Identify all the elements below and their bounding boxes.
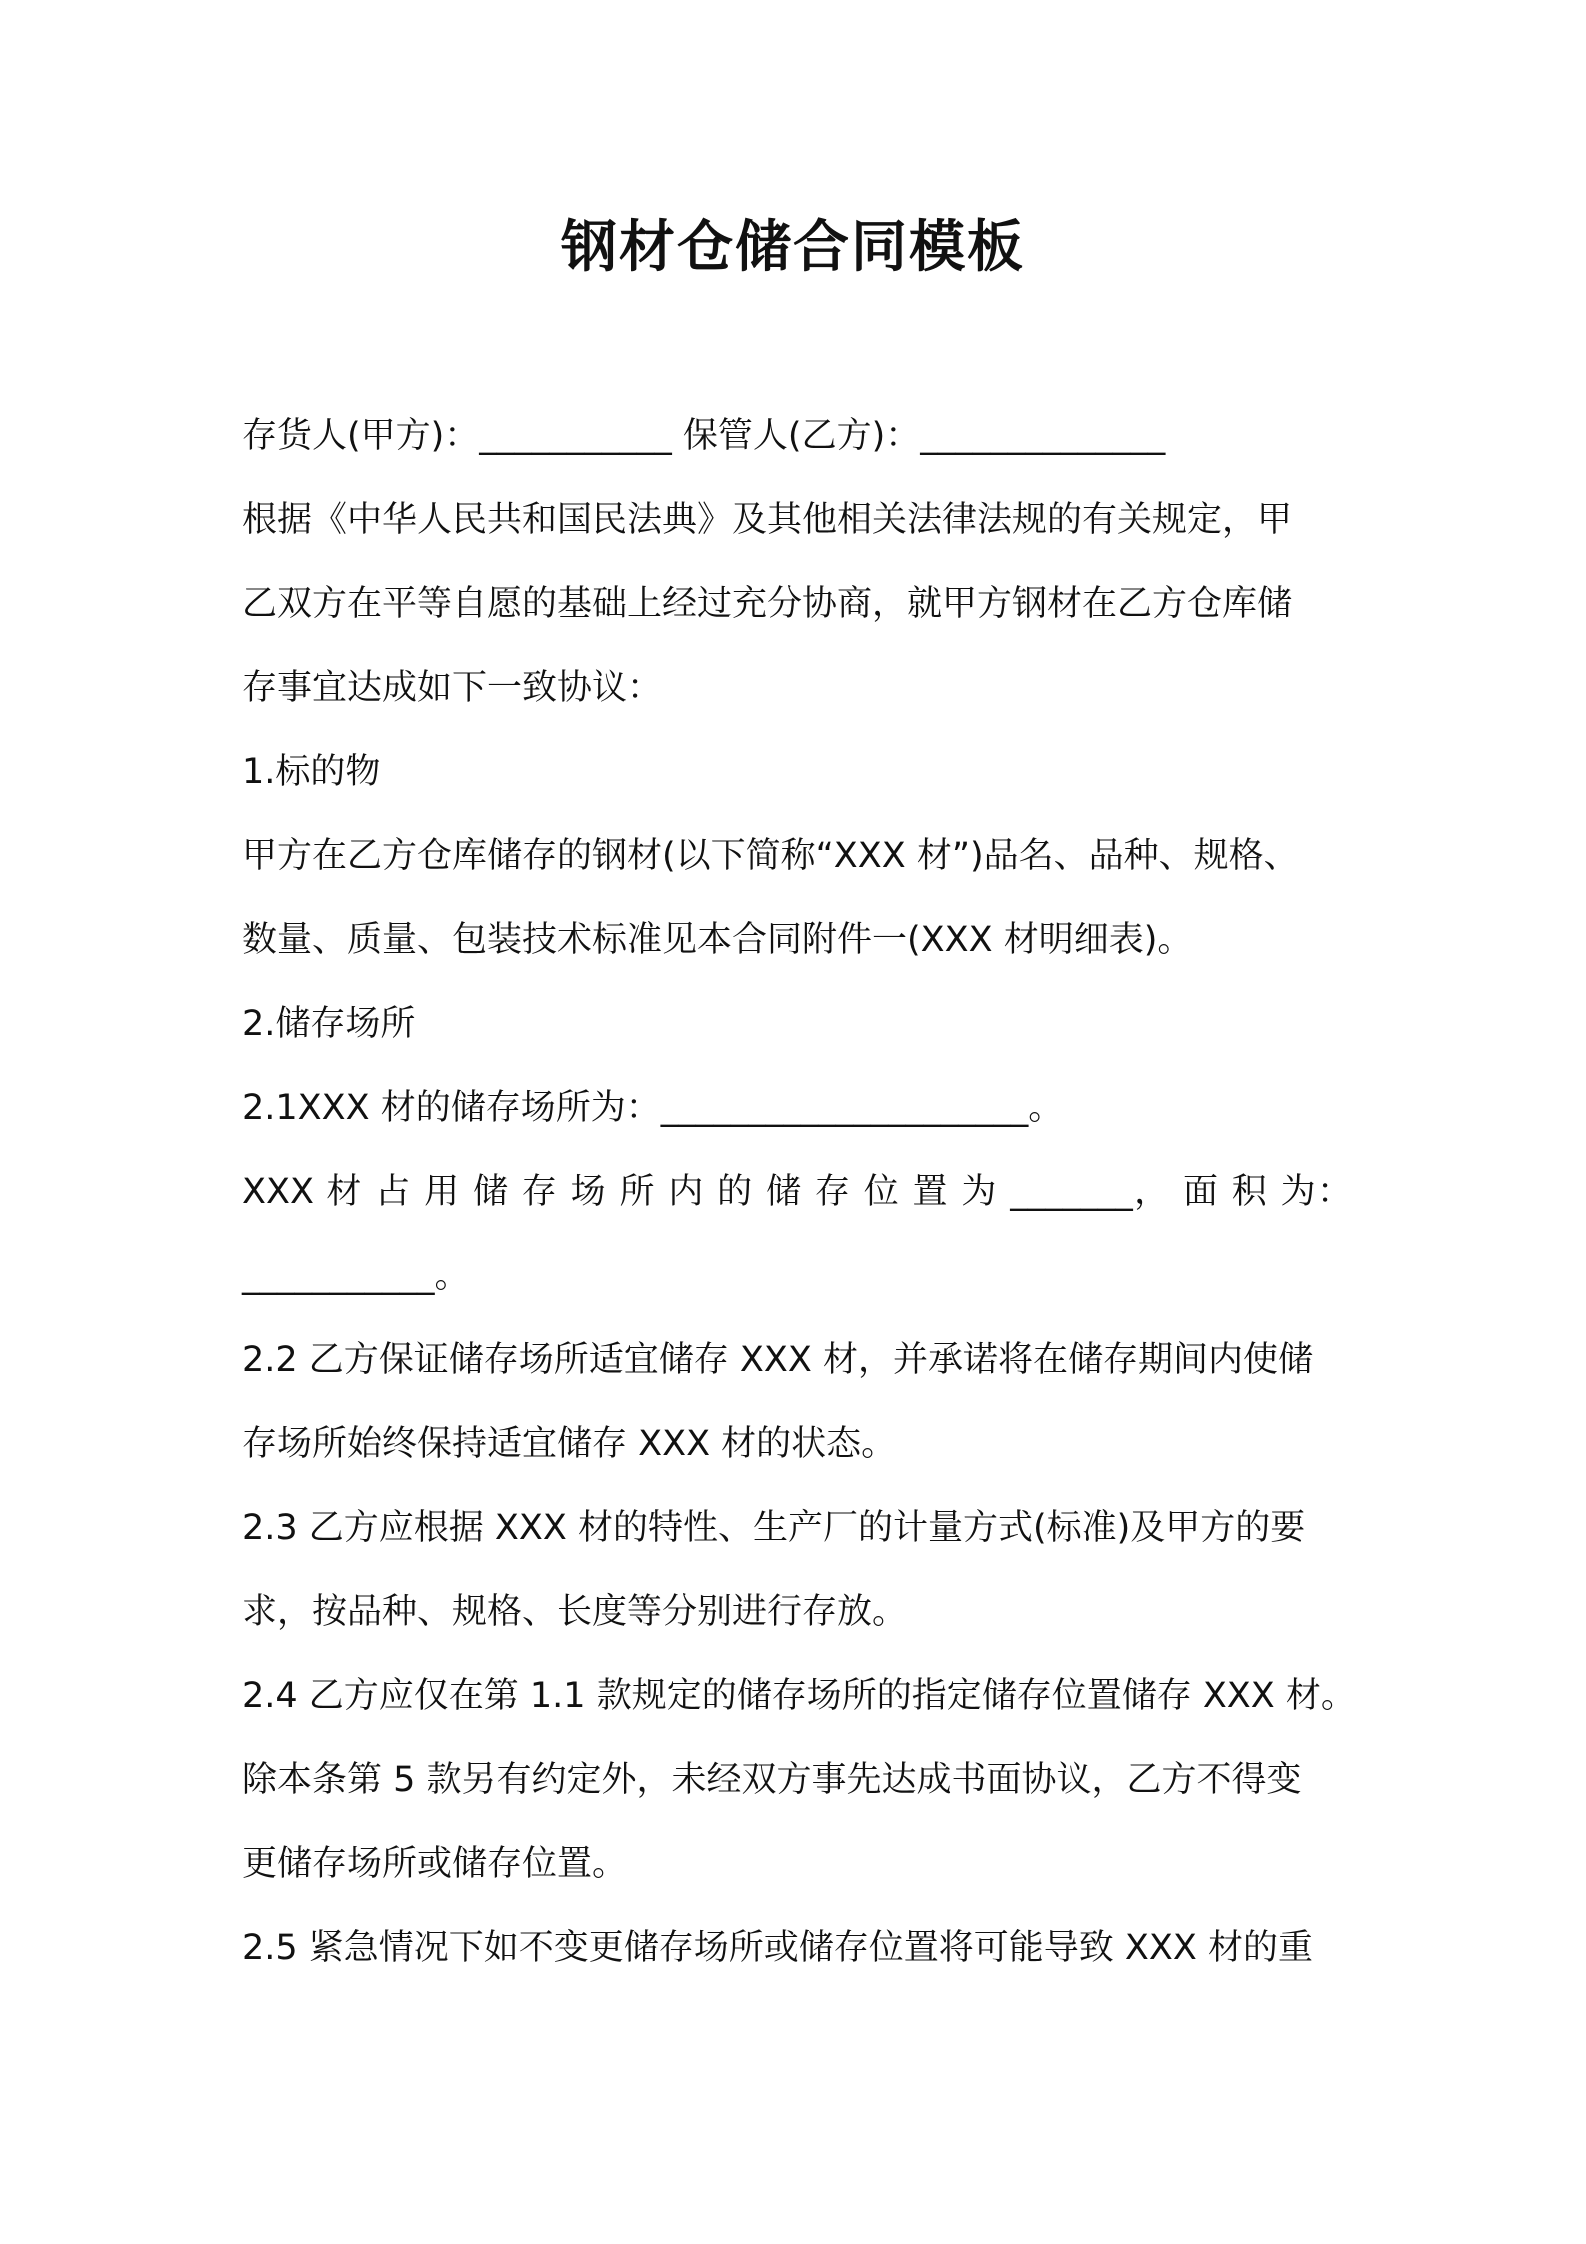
- clause-line: XXX 材 占 用 储 存 场 所 内 的 储 存 位 置 为 _______， 面 积 为：: [242, 1172, 1352, 1212]
- clause-line: 更储存场所或储存位置。: [242, 1844, 628, 1884]
- section-heading: 2.储存场所: [242, 1004, 416, 1044]
- clause-line: 2.5 紧急情况下如不变更储存场所或储存位置将可能导致 XXX 材的重: [242, 1928, 1313, 1968]
- paragraph-line: 数量、质量、包装技术标准见本合同附件一(XXX 材明细表)。: [242, 920, 1193, 960]
- clause-line: 2.1XXX 材的储存场所为：_____________________。: [242, 1088, 1064, 1128]
- clause-line: ___________。: [242, 1256, 470, 1296]
- clause-line: 2.2 乙方保证储存场所适宜储存 XXX 材，并承诺将在储存期间内使储: [242, 1340, 1313, 1380]
- paragraph-line: 甲方在乙方仓库储存的钢材(以下简称“XXX 材”)品名、品种、规格、: [242, 836, 1299, 876]
- section-heading: 1.标的物: [242, 752, 381, 792]
- paragraph-line: 存事宜达成如下一致协议：: [242, 668, 663, 708]
- paragraph-line: 根据《中华人民共和国民法典》及其他相关法律法规的有关规定，甲: [242, 500, 1293, 540]
- clause-line: 除本条第 5 款另有约定外，未经双方事先达成书面协议，乙方不得变: [242, 1760, 1302, 1800]
- document-title: 钢材仓储合同模板: [561, 215, 1025, 280]
- clause-line: 2.4 乙方应仅在第 1.1 款规定的储存场所的指定储存位置储存 XXX 材。: [242, 1676, 1356, 1716]
- paragraph-line: 乙双方在平等自愿的基础上经过充分协商，就甲方钢材在乙方仓库储: [242, 584, 1293, 624]
- clause-line: 2.3 乙方应根据 XXX 材的特性、生产厂的计量方式(标准)及甲方的要: [242, 1508, 1306, 1548]
- clause-line: 存场所始终保持适宜储存 XXX 材的状态。: [242, 1424, 897, 1464]
- clause-line: 求，按品种、规格、长度等分别进行存放。: [242, 1592, 908, 1632]
- parties-line: 存货人(甲方)：___________ 保管人(乙方)：______________: [242, 416, 1166, 456]
